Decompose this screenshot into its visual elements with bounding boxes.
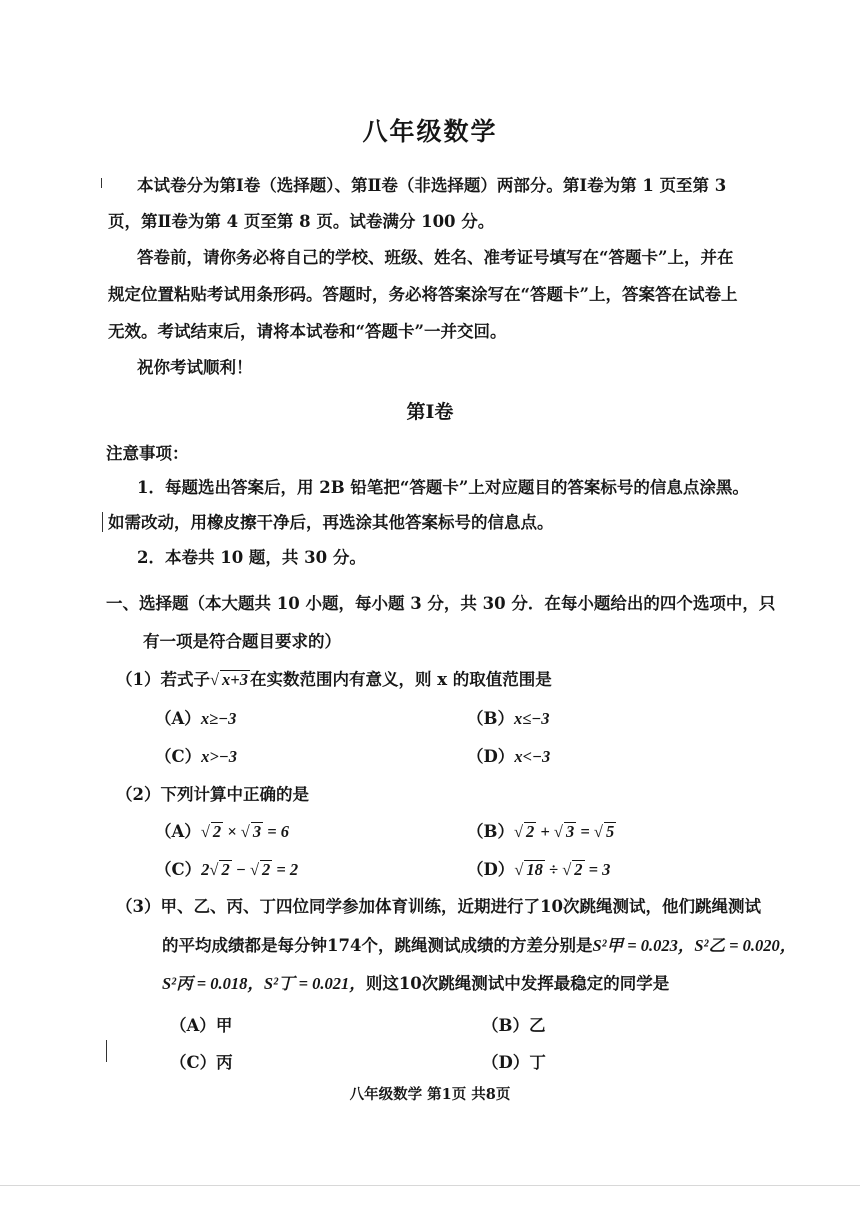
question-1-option-c: （C）x>−3 <box>155 747 238 766</box>
question-2-stem: （2）下列计算中正确的是 <box>116 785 309 804</box>
question-3-line-2: 的平均成绩都是每分钟174个，跳绳测试成绩的方差分别是S²甲 = 0.023，S²乙 = 0.020， <box>162 936 797 955</box>
notice-item-1b: 如需改动，用橡皮擦干净后，再选涂其他答案标号的信息点。 <box>108 513 554 532</box>
variance-jia: S²甲 = 0.023， <box>592 936 695 955</box>
variance-bing: S²丙 = 0.018， <box>162 974 264 993</box>
question-1-option-b: （B）x≤−3 <box>467 709 550 728</box>
scan-mark <box>102 512 103 532</box>
question-1-sqrt: √ x+3 <box>209 670 248 689</box>
intro-line-5: 无效。考试结束后，请将本试卷和“答题卡”一并交回。 <box>108 322 507 341</box>
intro-line-6: 祝你考试顺利！ <box>137 358 253 377</box>
question-3-line-3: S²丙 = 0.018，S²丁 = 0.021，则这10次跳绳测试中发挥最稳定的同学是 <box>162 974 670 993</box>
question-2-option-a: （A）√ 2 × √ 3 = 6 <box>155 822 289 841</box>
question-2-option-b: （B）√ 2 + √ 3 = √ 5 <box>467 822 615 841</box>
question-1-prefix: （1）若式子 <box>116 670 210 689</box>
intro-line-4: 规定位置粘贴考试用条形码。答题时，务必将答案涂写在“答题卡”上，答案答在试卷上 <box>108 285 738 304</box>
variance-ding: S²丁 = 0.021， <box>263 974 366 993</box>
scan-mark <box>101 178 102 188</box>
intro-line-1: 本试卷分为第Ⅰ卷（选择题）、第Ⅱ卷（非选择题）两部分。第Ⅰ卷为第 1 页至第 3 <box>137 176 727 195</box>
intro-line-2: 页，第Ⅱ卷为第 4 页至第 8 页。试卷满分 100 分。 <box>108 212 495 231</box>
scan-mark <box>106 1040 107 1062</box>
question-3-option-a: （A）甲 <box>170 1016 233 1035</box>
intro-line-3: 答卷前，请你务必将自己的学校、班级、姓名、准考证号填写在“答题卡”上，并在 <box>137 248 734 267</box>
question-1-option-d: （D）x<−3 <box>467 747 551 766</box>
page-edge <box>0 1185 860 1186</box>
question-1-suffix: 在实数范围内有意义，则 x 的取值范围是 <box>249 670 552 689</box>
page-title: 八年级数学 <box>362 117 498 146</box>
question-1-option-a: （A）x≥−3 <box>155 709 237 728</box>
volume-title: 第Ⅰ卷 <box>406 401 454 423</box>
notice-item-1a: 1．每题选出答案后，用 2B 铅笔把“答题卡”上对应题目的答案标号的信息点涂黑。 <box>137 478 749 497</box>
question-3-option-c: （C）丙 <box>170 1053 233 1072</box>
question-3-option-b: （B）乙 <box>482 1016 546 1035</box>
question-2-option-d: （D）√ 18 ÷ √ 2 = 3 <box>467 860 611 879</box>
notice-heading: 注意事项： <box>106 444 189 463</box>
variance-yi: S²乙 = 0.020， <box>694 936 797 955</box>
notice-item-2: 2．本卷共 10 题，共 30 分。 <box>137 548 366 567</box>
section-heading-line-2: 有一项是符合题目要求的） <box>143 632 341 651</box>
question-3-option-d: （D）丁 <box>482 1053 546 1072</box>
page-footer: 八年级数学 第1页 共8页 <box>349 1086 511 1103</box>
question-3-line-1: （3）甲、乙、丙、丁四位同学参加体育训练，近期进行了10次跳绳测试，他们跳绳测试 <box>116 897 761 916</box>
question-1-stem <box>116 666 552 690</box>
question-2-option-c: （C）2√ 2 − √ 2 = 2 <box>155 860 299 879</box>
question-1-radicand: x+3 <box>222 670 248 689</box>
section-heading-line-1: 一、选择题（本大题共 10 小题，每小题 3 分，共 30 分．在每小题给出的四个选项中，只 <box>106 594 776 613</box>
